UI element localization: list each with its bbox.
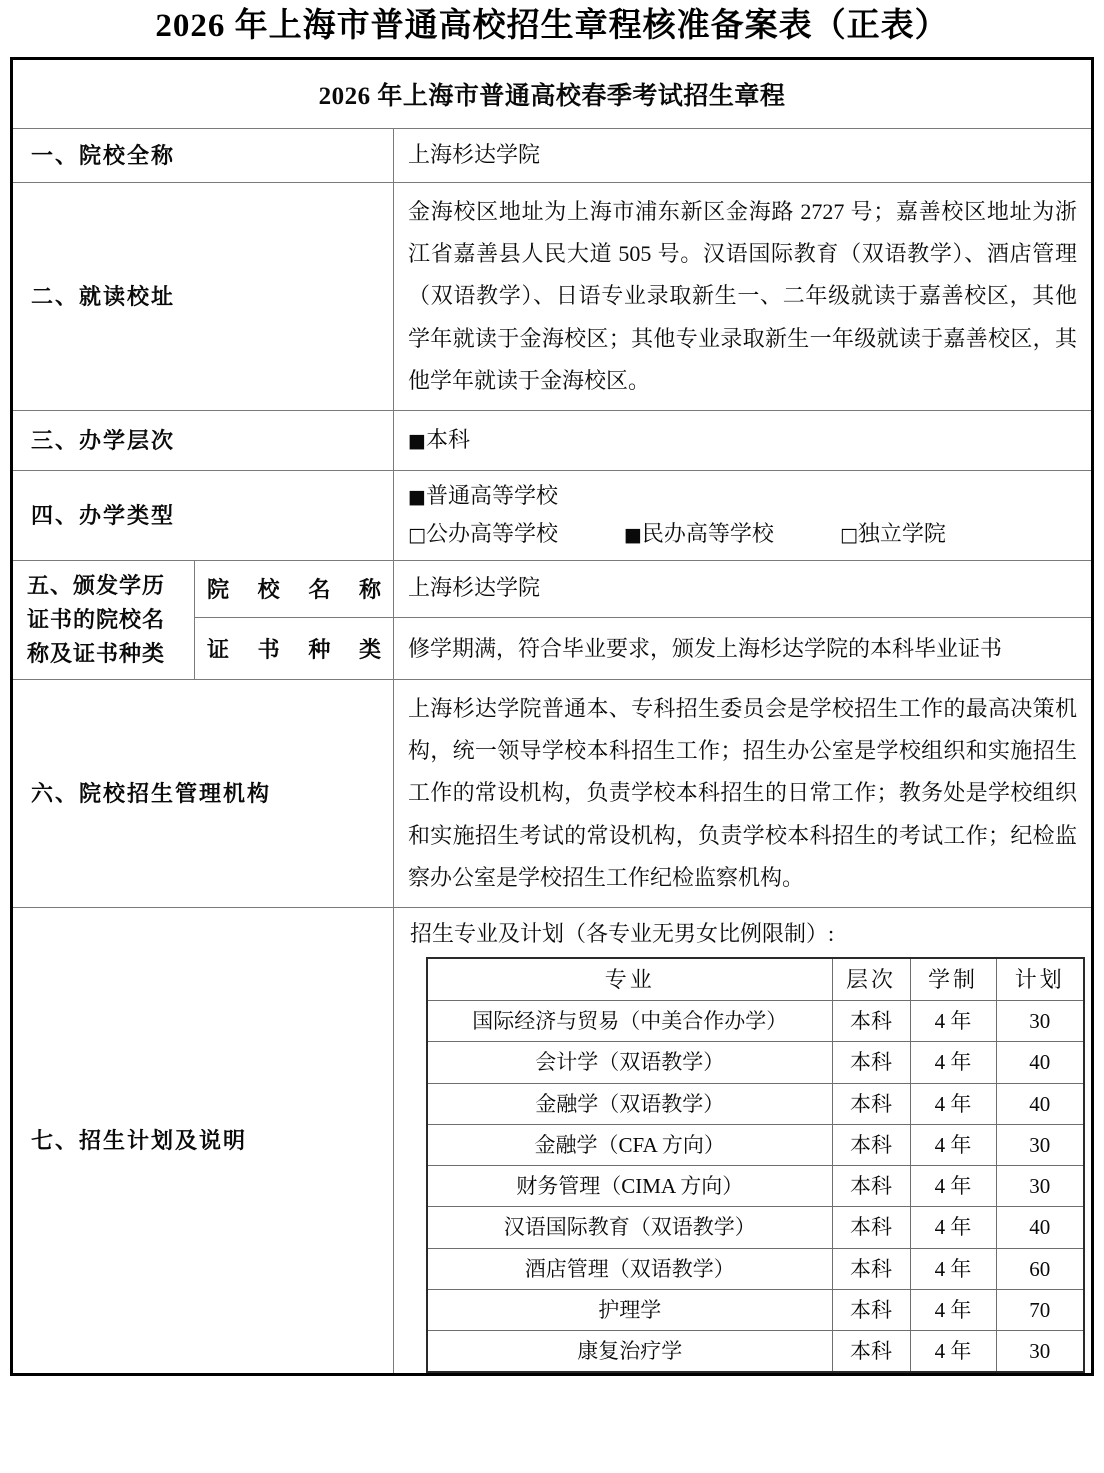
table-row-school-level — [12, 411, 1093, 471]
cell-years: 4 年 — [910, 1001, 996, 1042]
cell-years: 4 年 — [910, 1166, 996, 1207]
approval-form-table — [10, 57, 1094, 1376]
value-school-name: 上海杉达学院 — [394, 129, 1093, 183]
cell-major: 国际经济与贸易（中美合作办学） — [427, 1001, 832, 1042]
form-banner-title: 2026 年上海市普通高校春季考试招生章程 — [12, 59, 1093, 129]
value-institution-name: 上海杉达学院 — [394, 560, 1093, 617]
table-row — [427, 1083, 1084, 1124]
table-row — [427, 1042, 1084, 1083]
label-admissions-plan: 七、招生计划及说明 — [12, 908, 394, 1375]
checkbox-benke[interactable]: ■ — [408, 430, 426, 453]
page-title: 2026 年上海市普通高校招生章程核准备案表（正表） — [155, 8, 949, 44]
school-type-line-2 — [408, 515, 1077, 554]
cell-years: 4 年 — [910, 1083, 996, 1124]
cell-level: 本科 — [832, 1042, 910, 1083]
value-school-type — [394, 470, 1093, 560]
col-header-major: 专业 — [427, 958, 832, 1001]
sublabel-institution-name: 院校名称 — [195, 560, 394, 617]
table-row-campus-address — [12, 183, 1093, 411]
checkbox-minban-gaodeng-xuexiao[interactable]: ■ — [623, 524, 642, 547]
table-row — [427, 1207, 1084, 1248]
checkbox-duli-xueyuan[interactable]: □ — [839, 524, 858, 547]
cell-quota: 70 — [996, 1289, 1084, 1330]
label-school-type: 四、办学类型 — [12, 470, 394, 560]
cell-major: 金融学（双语教学） — [427, 1083, 832, 1124]
col-header-years: 学制 — [910, 958, 996, 1001]
value-campus-address: 金海校区地址为上海市浦东新区金海路 2727 号；嘉善校区地址为浙江省嘉善县人民大道 505 号。汉语国际教育（双语教学）、酒店管理（双语教学）、日语专业录取新生一、二年级就读于嘉善校区，其他学年就读于金海校区；其他专业录取新生一年级就读于嘉善校区，其他学年就读于金海校区。 — [394, 183, 1093, 411]
table-row-school-type — [12, 470, 1093, 560]
cell-major: 酒店管理（双语教学） — [427, 1248, 832, 1289]
cell-major: 康复治疗学 — [427, 1331, 832, 1373]
cell-level: 本科 — [832, 1331, 910, 1373]
value-admissions-org: 上海杉达学院普通本、专科招生委员会是学校招生工作的最高决策机构，统一领导学校本科招生工作；招生办公室是学校组织和实施招生工作的常设机构，负责学校本科招生的日常工作；教务处是学校组织和实施招生考试的常设机构，负责学校本科招生的考试工作；纪检监察办公室是学校招生工作纪检监察机构。 — [394, 679, 1093, 907]
cell-level: 本科 — [832, 1207, 910, 1248]
col-header-level: 层次 — [832, 958, 910, 1001]
table-row — [427, 1166, 1084, 1207]
cell-quota: 30 — [996, 1331, 1084, 1373]
majors-table-header-row — [427, 958, 1084, 1001]
table-row — [427, 1001, 1084, 1042]
checkbox-putong-gaodeng-xuexiao[interactable]: ■ — [408, 485, 426, 508]
cell-years: 4 年 — [910, 1207, 996, 1248]
label-campus-address: 二、就读校址 — [12, 183, 394, 411]
value-certificate-type: 修学期满，符合毕业要求，颁发上海杉达学院的本科毕业证书 — [394, 617, 1093, 679]
table-row — [427, 1248, 1084, 1289]
cell-quota: 40 — [996, 1083, 1084, 1124]
cell-major: 汉语国际教育（双语教学） — [427, 1207, 832, 1248]
label-admissions-org: 六、院校招生管理机构 — [12, 679, 394, 907]
label-school-level: 三、办学层次 — [12, 411, 394, 471]
checkbox-label-duli-xueyuan: 独立学院 — [857, 521, 946, 547]
majors-plan-table — [426, 957, 1085, 1374]
cell-level: 本科 — [832, 1166, 910, 1207]
cell-level: 本科 — [832, 1289, 910, 1330]
table-row-banner — [12, 59, 1093, 129]
cell-level: 本科 — [832, 1124, 910, 1165]
sublabel-certificate-type: 证书种类 — [195, 617, 394, 679]
cell-major: 金融学（CFA 方向） — [427, 1124, 832, 1165]
label-school-name: 一、院校全称 — [12, 129, 394, 183]
cell-years: 4 年 — [910, 1124, 996, 1165]
cell-years: 4 年 — [910, 1042, 996, 1083]
checkbox-label-minban-gaodeng-xuexiao: 民办高等学校 — [641, 521, 774, 547]
table-row-admissions-plan — [12, 908, 1093, 1375]
cell-quota: 40 — [996, 1207, 1084, 1248]
table-row — [427, 1331, 1084, 1373]
school-type-line-1 — [408, 477, 1077, 516]
cell-years: 4 年 — [910, 1248, 996, 1289]
cell-years: 4 年 — [910, 1289, 996, 1330]
cell-level: 本科 — [832, 1083, 910, 1124]
checkbox-label-benke: 本科 — [425, 427, 470, 453]
table-row — [427, 1124, 1084, 1165]
label-certificate: 五、颁发学历证书的院校名称及证书种类 — [12, 560, 195, 679]
checkbox-label-putong-gaodeng-xuexiao: 普通高等学校 — [425, 482, 558, 508]
table-row-admissions-org — [12, 679, 1093, 907]
checkbox-label-gongban-gaodeng-xuexiao: 公办高等学校 — [425, 521, 558, 547]
cell-years: 4 年 — [910, 1331, 996, 1373]
cell-quota: 30 — [996, 1166, 1084, 1207]
admissions-plan-intro: 招生专业及计划（各专业无男女比例限制）: — [410, 921, 835, 947]
cell-level: 本科 — [832, 1001, 910, 1042]
cell-major: 护理学 — [427, 1289, 832, 1330]
checkbox-gongban-gaodeng-xuexiao[interactable]: □ — [408, 524, 426, 547]
value-school-level — [394, 411, 1093, 471]
cell-quota: 30 — [996, 1124, 1084, 1165]
value-admissions-plan — [394, 908, 1093, 1375]
cell-level: 本科 — [832, 1248, 910, 1289]
col-header-quota: 计划 — [996, 958, 1084, 1001]
table-row — [427, 1289, 1084, 1330]
cell-major: 财务管理（CIMA 方向） — [427, 1166, 832, 1207]
table-row-certificate-name — [12, 560, 1093, 617]
cell-major: 会计学（双语教学） — [427, 1042, 832, 1083]
cell-quota: 60 — [996, 1248, 1084, 1289]
cell-quota: 30 — [996, 1001, 1084, 1042]
table-row-school-name — [12, 129, 1093, 183]
cell-quota: 40 — [996, 1042, 1084, 1083]
